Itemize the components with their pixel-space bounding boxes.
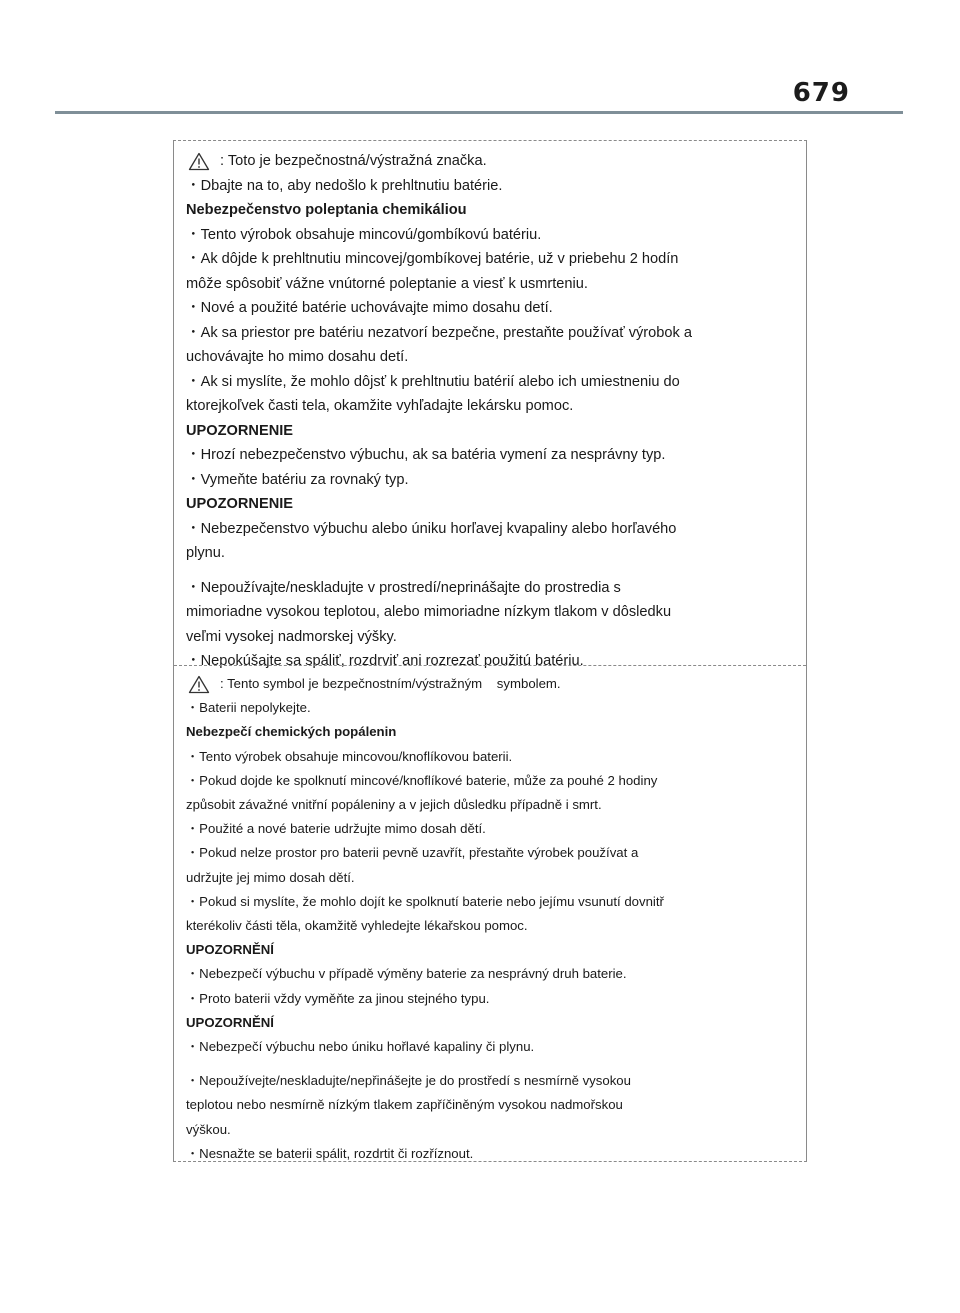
cz-line: kterékoliv části těla, okamžitě vyhledejte lékařskou pomoc. [186,918,528,934]
cz-line: ・Nesnažte se baterii spálit, rozdrtit či rozříznout. [186,1145,474,1161]
sk-line: ・Tento výrobok obsahuje mincovú/gombíkovú batériu. [186,226,542,243]
sk-line: uchovávajte ho mimo dosahu detí. [186,349,409,365]
page-number: 679 [792,78,850,108]
sk-heading: Nebezpečenstvo poleptania chemikáliou [186,202,467,218]
cz-heading: UPOZORNĚNÍ [186,942,274,958]
cz-line: ・Pokud si myslíte, že mohlo dojít ke spolknutí baterie nebo jejímu vsunutí dovnitř [186,893,664,909]
sk-line: ・Nepokúšajte sa spáliť, rozdrviť ani rozrezať použitú batériu. [186,653,584,669]
cz-line: udržujte jej mimo dosah dětí. [186,869,355,885]
cz-line: ・Pokud nelze prostor pro baterii pevně uzavřít, přestaňte výrobek používat a [186,845,639,861]
cz-line: ・Nebezpečí výbuchu v případě výměny baterie za nesprávný druh baterie. [186,966,627,982]
sk-line: ・Ak si myslíte, že mohlo dôjsť k prehltnutiu batérií alebo ich umiestneniu do [186,373,680,390]
cz-line: výškou. [186,1121,231,1137]
cz-line: ・Použité a nové baterie udržujte mimo dosah dětí. [186,821,486,837]
sk-line: ・Nebezpečenstvo výbuchu alebo úniku horľavej kvapaliny alebo horľavého [186,520,677,537]
sk-line: ・Dbajte na to, aby nedošlo k prehltnutiu batérie. [186,177,503,194]
cz-line: teplotou nebo nesmírně nízkým tlakem zapříčiněným vysokou nadmořskou [186,1097,623,1113]
sk-line: ・Ak dôjde k prehltnutiu mincovej/gombíkovej batérie, už v priebehu 2 hodín [186,251,679,267]
cz-line: ・Tento výrobek obsahuje mincovou/knoflíkovou baterii. [186,748,513,764]
cz-symbol-line [186,672,792,696]
header-rule [55,111,903,114]
slovak-section [174,141,806,669]
warning-triangle-icon [188,675,210,694]
cz-symbol-text: : Tento symbol je bezpečnostním/výstražným symbolem. [220,676,561,691]
sk-line: ・Ak sa priestor pre batériu nezatvorí bezpečne, prestaňte používať výrobok a [186,324,692,341]
spacer [186,1059,792,1069]
sk-line: mimoriadne vysokou teplotou, alebo mimoriadne nízkym tlakom v dôsledku [186,604,672,620]
sk-line: ・Hrozí nebezpečenstvo výbuchu, ak sa batéria vymení za nesprávny typ. [186,447,666,463]
sk-heading: UPOZORNENIE [186,422,294,439]
cz-heading: UPOZORNĚNÍ [186,1014,274,1030]
cz-line: způsobit závažné vnitřní popáleniny a v jejich důsledku případně i smrt. [186,797,602,813]
sk-line: veľmi vysokej nadmorskej výšky. [186,628,397,645]
czech-section [174,665,806,1162]
cz-line: ・Pokud dojde ke spolknutí mincové/knoflíkové baterie, může za pouhé 2 hodiny [186,772,658,788]
sk-line: môže spôsobiť vážne vnútorné poleptanie a viesť k usmrteniu. [186,275,588,292]
sk-line: ・Nové a použité batérie uchovávajte mimo dosahu detí. [186,300,553,316]
sk-line: ・Nepoužívajte/neskladujte v prostredí/neprinášajte do prostredia s [186,579,621,596]
cz-line: ・Proto baterii vždy vyměňte za jinou stejného typu. [186,990,490,1006]
warning-box [173,140,807,1162]
spacer [186,566,792,576]
warning-triangle-icon [188,152,210,171]
sk-symbol-line [186,149,792,174]
sk-line: plynu. [186,545,225,561]
cz-line: ・Nebezpečí výbuchu nebo úniku hořlavé kapaliny či plynu. [186,1039,535,1055]
sk-symbol-text: : Toto je bezpečnostná/výstražná značka. [220,153,487,169]
cz-line: ・Baterii nepolykejte. [186,700,311,716]
sk-line: ・Vymeňte batériu za rovnaký typ. [186,471,409,488]
cz-line: ・Nepoužívejte/neskladujte/nepřinášejte je do prostředí s nesmírně vysokou [186,1073,631,1089]
sk-heading: UPOZORNENIE [186,496,294,512]
cz-heading: Nebezpečí chemických popálenin [186,724,397,740]
sk-line: ktorejkoľvek časti tela, okamžite vyhľadajte lekársku pomoc. [186,398,574,414]
